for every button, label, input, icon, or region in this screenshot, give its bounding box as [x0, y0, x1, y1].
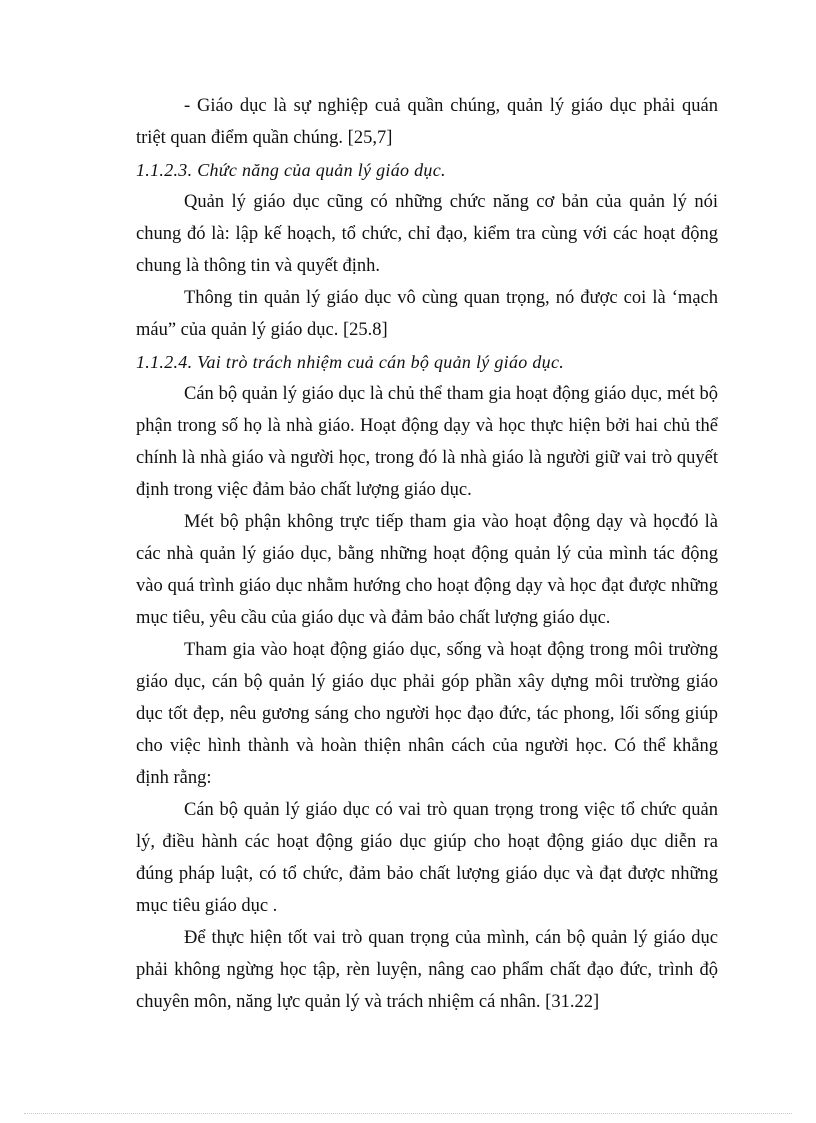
section-heading-1-1-2-4: 1.1.2.4. Vai trò trách nhiệm cuả cán bộ quản lý giáo dục. [136, 352, 565, 372]
paragraph: Tham gia vào hoạt động giáo dục, sống và hoạt động trong môi trường giáo dục, cán bộ quản lý giáo dục phải góp phần xây dựng môi trường giáo dục tốt đẹp, nêu gương sáng cho người học đạo đức, tác phong, lối sống giúp cho việc hình thành và hoàn thiện nhân cách của người học. Có thể khẳng định rằng: [136, 640, 718, 788]
paragraph: Thông tin quản lý giáo dục vô cùng quan trọng, nó được coi là ‘mạch máu” của quản lý giáo dục. [25.8] [136, 288, 718, 340]
paragraph: Cán bộ quản lý giáo dục có vai trò quan trọng trong việc tổ chức quản lý, điều hành các hoạt động giáo dục giúp cho hoạt động giáo dục diễn ra đúng pháp luật, có tổ chức, đảm bảo chất lượng giáo dục và đạt được những mục tiêu giáo dục . [136, 800, 718, 916]
paragraph: Cán bộ quản lý giáo dục là chủ thể tham gia hoạt động giáo dục, mét bộ phận trong số họ là nhà giáo. Hoạt động dạy và học thực hiện bởi hai chủ thể chính là nhà giáo và người học, trong đó là nhà giáo là người giữ vai trò quyết định trong việc đảm bảo chất lượng giáo dục. [136, 384, 718, 500]
paragraph: Để thực hiện tốt vai trò quan trọng của mình, cán bộ quản lý giáo dục phải không ngừng học tập, rèn luyện, nâng cao phẩm chất đạo đức, trình độ chuyên môn, năng lực quản lý và trách nhiệm cá nhân. [31.22] [136, 928, 718, 1012]
document-body [136, 90, 718, 1018]
paragraph: - Giáo dục là sự nghiệp cuả quần chúng, quản lý giáo dục phải quán triệt quan điểm quần chúng. [25,7] [136, 96, 718, 148]
section-heading-1-1-2-3: 1.1.2.3. Chức năng của quản lý giáo dục. [136, 160, 446, 180]
paragraph: Mét bộ phận không trực tiếp tham gia vào hoạt động dạy và họcđó là các nhà quản lý giáo dục, bằng những hoạt động quản lý của mình tác động vào quá trình giáo dục nhằm hướng cho hoạt động dạy và học đạt được những mục tiêu, yêu cầu của giáo dục và đảm bảo chất lượng giáo dục. [136, 512, 718, 628]
paragraph: Quản lý giáo dục cũng có những chức năng cơ bản của quản lý nói chung đó là: lập kế hoạch, tổ chức, chỉ đạo, kiểm tra cùng với các hoạt động chung là thông tin và quyết định. [136, 192, 718, 276]
page-bottom-divider [24, 1113, 792, 1114]
